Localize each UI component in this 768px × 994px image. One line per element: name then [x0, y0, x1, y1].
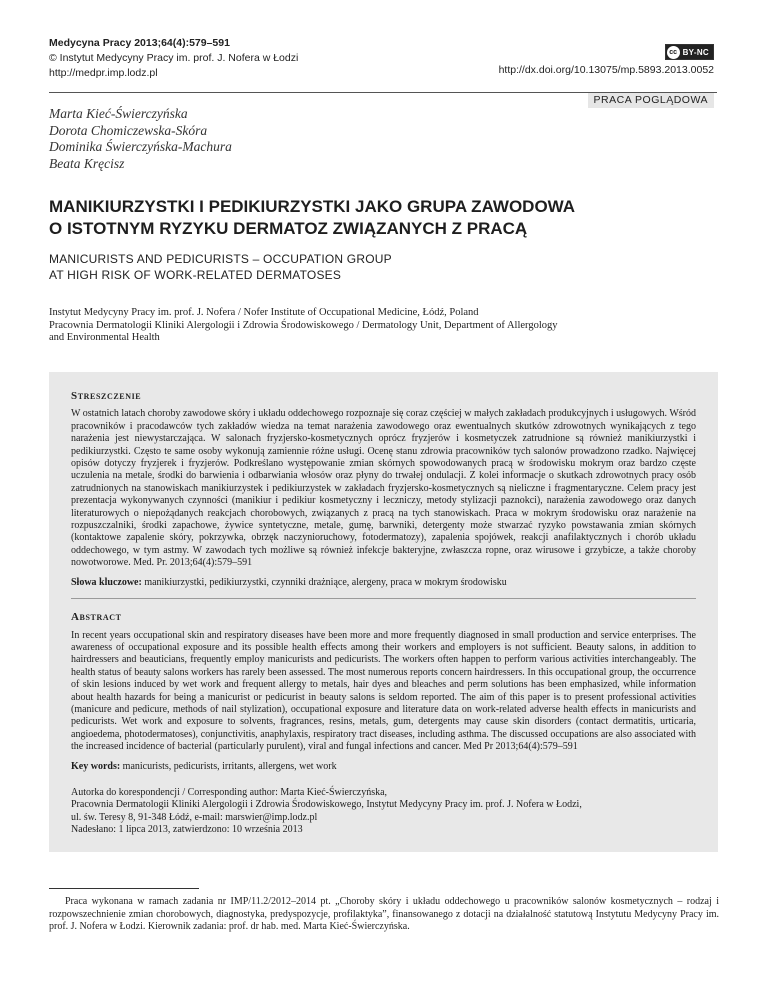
abstract-divider — [71, 598, 696, 599]
keywords-label: Słowa kluczowe: — [71, 576, 142, 588]
correspondence-line: Pracownia Dermatologii Kliniki Alergologii i Zdrowia Środowiskowego, Instytut Medycyny Pracy im. prof. J. Nofera w Łodzi, — [71, 799, 582, 811]
affiliation-line: and Environmental Health — [49, 332, 160, 343]
footnote-divider — [49, 888, 199, 889]
affiliation-line: Instytut Medycyny Pracy im. prof. J. Nofera / Nofer Institute of Occupational Medicine, Łódź, Poland — [49, 307, 479, 318]
streszczenie-text: W ostatnich latach choroby zawodowe skóry i układu oddechowego rozpoznaje się coraz częściej w małych zakładach produkcyjnych i usługowych. Wśród pracowników i pracodawców tych zakładów wiedza na temat narażenia zawodowego oraz ewentualnych skutków zdrowotnych wynikających z tego narażenia jest niewystarczająca. W salonach fryzjersko-kosmetycznych oprócz fryzjerów i kosmetyczek zatrudnione są również manikiurzystki i pedikiurzystki. Często te same osoby wykonują zamiennie różne usługi. Ocenę stanu zdrowia pracowników tych salonów prowadzono rzadko. Najwięcej opisów dotyczy fryzjerek i fryzjerów. Podkreślano występowanie zmian skórnych spowodowanych pracą w środowisku mokrym oraz bardzo częste uczulenia na metale, środki do barwienia i odbarwiania włosów oraz płyny do trwałej ondulacji. Z kolei informacje o skutkach zdrowotnych pracy osób zatrudnionych na stanowiskach manikiurzystek i pedikiurzystek w zakładach fryzjersko-kosmetycznych są nieliczne i fragmentaryczne. Celem pracy jest prezentacja wykonywanych czynności (manikiur i pedikiur kosmetyczny i leczniczy, metody stylizacji paznokci), narażenia zawodowego oraz danych literaturowych o niepożądanych reakcjach chorobowych, związanych z pracą na tych stanowiskach. Praca w mokrym środowisku oraz narażenie na rozpuszczalniki, środki zapachowe, żywice syntetyczne, metale, gumę, barwniki, detergenty może stwarzać ryzyko powstawania zmian skórnych (kontaktowe zapalenie skóry, pokrzywka, obrzęk naczynioruchowy, fotodermatozy), zapalenia spojówek, reakcji anafilaktycznych i chorób układu oddechowego, w tym astmy. W zawodach tych możliwe są również infekcje bakteryjne, zwłaszcza ropne, oraz wirusowe i grzybicze, a także choroby nowotworowe. Med. Pr. 2013;64(4):579–591 — [71, 408, 696, 569]
subtitle-line: MANICURISTS AND PEDICURISTS – OCCUPATION GROUP — [49, 252, 392, 266]
author: Dominika Świerczyńska-Machura — [49, 139, 232, 154]
article-title — [49, 196, 719, 240]
abstract-text: In recent years occupational skin and respiratory diseases have been more and more frequently diagnosed in small production and service enterprises. The awareness of occupational exposure and its possible health effects among their workers and employers is not sufficient. Beauty salons, in addition to hairdressers and beauticians, frequently employ manicurists and pedicurists. The workers often happen to perform various activities interchangeably. The health status of beauty salons workers has rarely been assessed. The most numerous reports concern hairdressers. In this occupational group, the occurrence of skin lesions induced by wet work and frequent allergy to metals, hair dyes and bleaches and perm solutions has been emphasized, while information about health hazards for being a manicurist or pedicurist in beauty salons is seldom reported. The aim of this paper is to present professional activities (manicure and pedicure, methods of nail stylization), occupational exposure and literature data on work-related adverse health effects in manicurists and pedicurists. Wet work and exposure to solvents, fragrances, resins, metals, gum, detergents may cause skin disorders (contact dermatitis, urticaria, angioedema, photodermatoses), conjunctivitis, anaphylaxis, respiratory tract diseases, including asthma. The discussed occupations are also associated with the increased incidence of bacterial (particularly purulent), viral and fungal infections and cancer. Med Pr 2013;64(4):579–591 — [71, 629, 696, 753]
subtitle-line: AT HIGH RISK OF WORK-RELATED DERMATOSES — [49, 268, 342, 282]
license-badge — [499, 44, 714, 64]
license-label: BY-NC — [682, 47, 709, 57]
cc-license-icon — [665, 44, 714, 60]
keywords-label: Key words: — [71, 760, 121, 772]
streszczenie-keywords — [71, 577, 696, 589]
title-line: MANIKIURZYSTKI I PEDIKIURZYSTKI JAKO GRUPA ZAWODOWA — [49, 197, 576, 216]
correspondence-line: ul. św. Teresy 8, 91-348 Łódź, e-mail: marswier@imp.lodz.pl — [71, 811, 318, 823]
keywords-value: manikiurzystki, pedikiurzystki, czynniki drażniące, alergeny, praca w mokrym środowisku — [144, 576, 507, 588]
abstract-box — [49, 372, 718, 852]
affiliation — [49, 307, 719, 345]
cc-logo-icon: cc — [667, 46, 680, 59]
streszczenie-heading: Streszczenie — [71, 390, 142, 402]
abstract-content — [71, 390, 696, 837]
journal-header — [49, 36, 298, 81]
author: Dorota Chomiczewska-Skóra — [49, 122, 208, 138]
author: Marta Kieć-Świerczyńska — [49, 106, 188, 121]
doi-link[interactable]: http://dx.doi.org/10.13075/mp.5893.2013.0052 — [498, 64, 714, 76]
copyright-line: © Instytut Medycyny Pracy im. prof. J. Nofera w Łodzi — [49, 52, 299, 64]
journal-citation: Medycyna Pracy 2013;64(4):579–591 — [49, 37, 230, 49]
article-type-label: PRACA POGLĄDOWA — [588, 93, 714, 108]
journal-url-link[interactable]: http://medpr.imp.lodz.pl — [49, 67, 158, 79]
correspondence-block — [71, 787, 696, 837]
footnote: Praca wykonana w ramach zadania nr IMP/11.2/2012–2014 pt. „Choroby skóry i układu oddechowego u pracowników salonów kosmetycznych – rodzaj i rozpowszechnienie zmian chorobowych, diagnostyka, predyspozycje, profilaktyka”, finansowanego z dotacji na działalność statutową Instytutu Medycyny Pracy im. prof. J. Nofera w Łodzi. Kierownik zadania: prof. dr hab. med. Marta Kieć-Świerczyńska. — [49, 896, 719, 932]
author: Beata Kręcisz — [49, 155, 125, 171]
doi-header — [499, 44, 714, 76]
correspondence-line: Nadesłano: 1 lipca 2013, zatwierdzono: 10 września 2013 — [71, 824, 303, 836]
english-title — [49, 251, 719, 283]
abstract-heading: Abstract — [71, 611, 122, 624]
correspondence-line: Autorka do korespondencji / Corresponding author: Marta Kieć-Świerczyńska, — [71, 786, 388, 798]
title-line: O ISTOTNYM RYZYKU DERMATOZ ZWIĄZANYCH Z PRACĄ — [49, 219, 528, 238]
author-list — [49, 106, 232, 172]
keywords-value: manicurists, pedicurists, irritants, allergens, wet work — [122, 760, 337, 772]
affiliation-line: Pracownia Dermatologii Kliniki Alergologii i Zdrowia Środowiskowego / Dermatology Unit, Department of Allergology — [49, 319, 558, 331]
abstract-keywords — [71, 761, 696, 773]
